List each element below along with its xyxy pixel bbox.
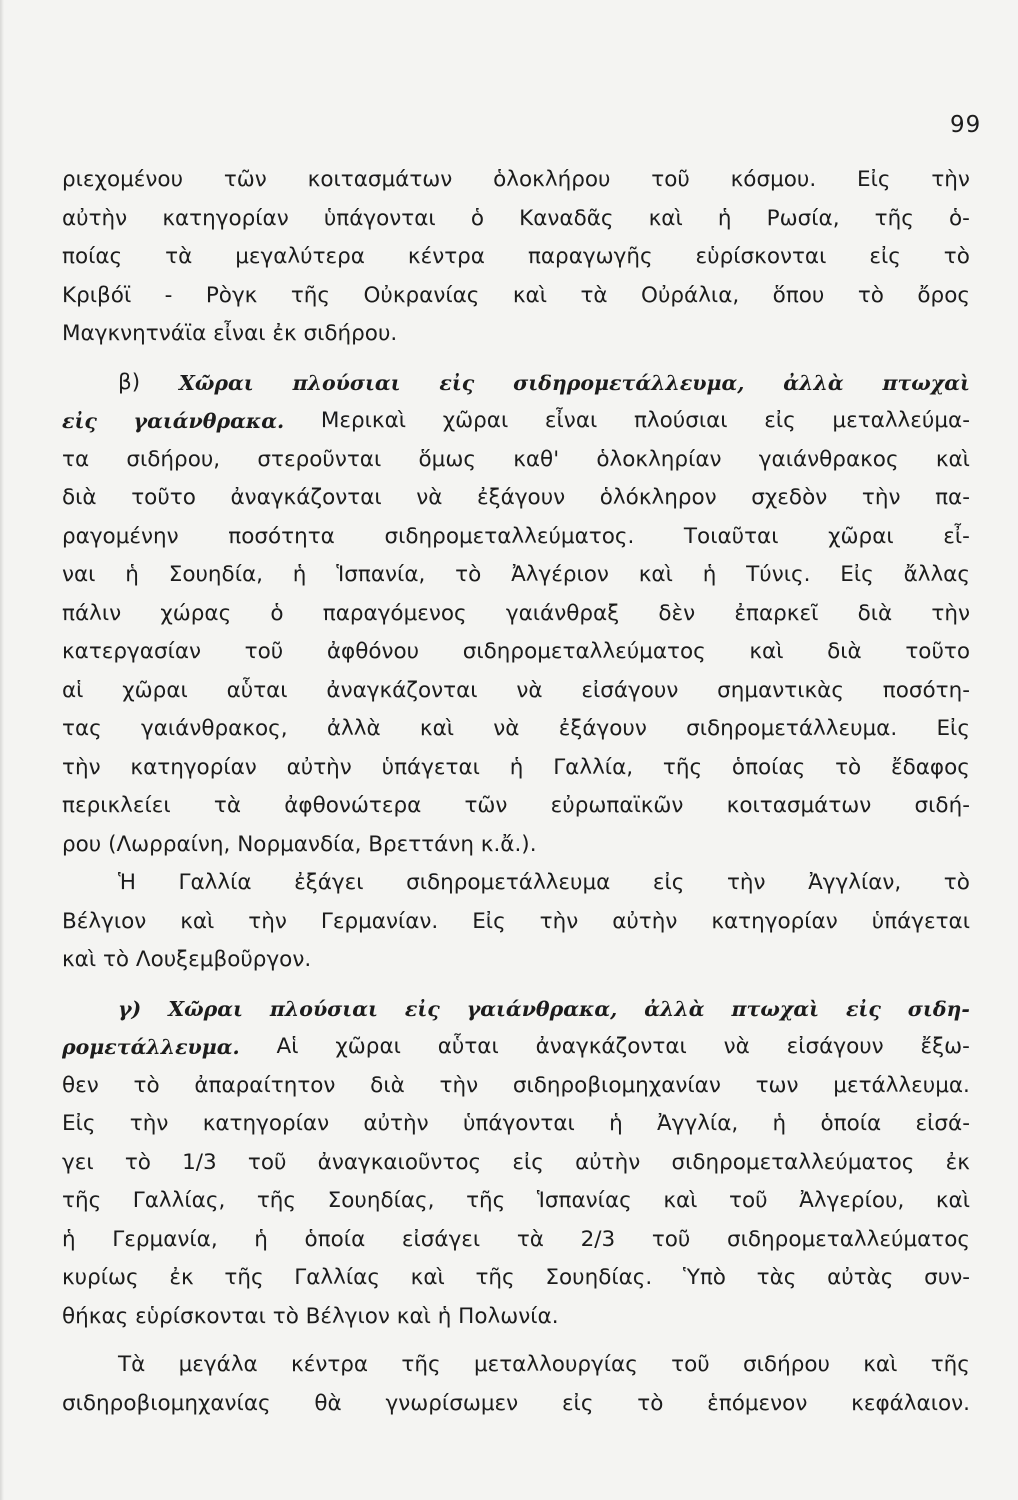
- word: τὸ: [637, 1390, 664, 1416]
- line-text: Μαγκνητνάϊα εἶναι ἐκ σιδήρου.: [62, 321, 398, 346]
- word: τῶν: [223, 167, 267, 192]
- word: πλούσιαι: [633, 408, 728, 433]
- text-line: [62, 595, 970, 634]
- word: εἰς: [764, 408, 796, 433]
- word: πα-: [935, 485, 970, 510]
- word: χῶραι: [122, 677, 188, 703]
- word: τοῦ: [651, 167, 690, 192]
- word: ὁ: [470, 205, 484, 231]
- word: ὁποία: [820, 1111, 882, 1136]
- text-line: [62, 864, 970, 903]
- word: Ἀγγλίαν,: [808, 870, 902, 895]
- word: καὶ: [863, 1352, 898, 1377]
- word: τοῦ: [671, 1352, 710, 1377]
- text-line: [62, 1385, 970, 1424]
- word: πλούσιαι: [292, 370, 401, 395]
- word: τὴν: [248, 908, 287, 934]
- word: Χῶραι: [178, 370, 254, 395]
- page-edge-shadow: [0, 0, 4, 1500]
- word: ἡ: [62, 1226, 76, 1252]
- word: Οὐράλια,: [641, 282, 740, 308]
- word: εἰς: [512, 1149, 544, 1175]
- word: εὐρωπαϊκῶν: [550, 793, 684, 818]
- word: Εἰς: [472, 908, 506, 934]
- word: τοῦ: [729, 1188, 768, 1213]
- word: ἐξάγουν: [477, 485, 566, 510]
- word: αὗται: [437, 1034, 499, 1059]
- word: αὐτὴν: [575, 1149, 641, 1175]
- word: εἰς: [561, 1390, 594, 1416]
- word: ποίας: [62, 244, 123, 269]
- word: στεροῦνται: [257, 446, 382, 472]
- word: ἀφθόνου: [326, 639, 420, 664]
- word: Ἡ: [118, 870, 136, 895]
- word: κατηγορίαν: [162, 205, 289, 231]
- word: τῆς: [224, 1265, 264, 1290]
- word: ἡ: [772, 1111, 787, 1136]
- text-line: [62, 826, 970, 865]
- word: τὸ: [835, 754, 862, 780]
- word: δὲν: [658, 600, 696, 626]
- word: χώρας: [160, 600, 232, 626]
- word: ὁ: [270, 600, 284, 626]
- text-line: [62, 1221, 970, 1260]
- word: -: [164, 282, 173, 308]
- word: ριεχομένου: [62, 167, 184, 192]
- word: ὅμως: [418, 446, 476, 472]
- word: σιδηροβιομηχανίας: [62, 1390, 271, 1416]
- word: μεταλλουργίας: [473, 1352, 638, 1377]
- word: κέντρα: [407, 244, 485, 269]
- word: ἔξω-: [920, 1034, 970, 1059]
- text-line: [62, 200, 970, 239]
- word: τὰ: [165, 244, 193, 269]
- word: εὑρίσκονται: [695, 244, 827, 269]
- word: καὶ: [749, 639, 784, 664]
- word: ἐκ: [169, 1265, 194, 1290]
- word: σιδηρομετάλλευμα.: [686, 716, 898, 741]
- word: τὸ: [124, 1149, 151, 1175]
- word: Οὐκρανίας: [363, 282, 480, 308]
- word: ὑπάγονται: [323, 205, 436, 231]
- word: πτωχαὶ: [731, 996, 820, 1021]
- word: καὶ: [419, 716, 455, 741]
- word: ἐκ: [945, 1149, 970, 1175]
- word: αὐτὴν: [612, 908, 678, 934]
- word: καὶ: [180, 908, 215, 934]
- body-text: [62, 161, 970, 1423]
- word: εἰσάγουν: [786, 1034, 884, 1059]
- word: διὰ: [857, 600, 893, 626]
- word: τὴν: [62, 754, 101, 780]
- word: εἰς: [62, 409, 97, 433]
- word: αὐτὴν: [286, 754, 352, 780]
- word: καὶ: [410, 1265, 445, 1290]
- text-line: [62, 1346, 970, 1385]
- word: κυρίως: [62, 1265, 139, 1290]
- word: καὶ: [638, 562, 673, 587]
- word: μεγαλύτερα: [235, 244, 365, 269]
- word: αὐτὰς: [827, 1265, 894, 1290]
- page-number: 99: [950, 112, 982, 138]
- word: ἐξάγει: [294, 870, 364, 895]
- word: εἶναι: [544, 408, 598, 433]
- word: αὐτὴν: [62, 205, 128, 231]
- word: αὐτὴν: [363, 1111, 429, 1136]
- word: Σουηδίας,: [327, 1188, 435, 1213]
- text-line: [62, 990, 970, 1029]
- word: ραγομένην: [62, 523, 179, 549]
- word: νὰ: [493, 716, 520, 741]
- word: περικλείει: [62, 793, 171, 818]
- word: Εἰς: [936, 716, 970, 741]
- word: χῶραι: [335, 1034, 401, 1059]
- word: Ἱσπανία,: [336, 562, 426, 587]
- text-line: [62, 161, 970, 200]
- word: νὰ: [723, 1034, 750, 1059]
- word: τὴν: [129, 1111, 169, 1136]
- word: ἀλλὰ: [644, 996, 705, 1021]
- word: ναι: [62, 562, 96, 587]
- word: τοῦτο: [131, 485, 196, 510]
- word: εἰσάγει: [401, 1226, 481, 1252]
- word: β): [118, 369, 141, 395]
- word: σιδη-: [907, 996, 970, 1021]
- word: Ἀλγέριον: [511, 562, 609, 587]
- word: Γαλλίας,: [132, 1188, 226, 1213]
- word: Τὰ: [118, 1352, 146, 1377]
- word: σιδηρομεταλλεύματος.: [384, 523, 635, 549]
- word: σιδηρομετάλλευμα,: [513, 370, 745, 395]
- word: θεν: [62, 1072, 99, 1098]
- word: νὰ: [416, 485, 443, 510]
- text-line: [62, 672, 970, 711]
- word: ὅπου: [772, 282, 825, 308]
- word: τὸ: [133, 1072, 160, 1098]
- word: σιδήρου,: [126, 446, 221, 472]
- word: εἰς: [652, 870, 685, 895]
- text-line: [62, 903, 970, 942]
- word: Σουηδίας.: [545, 1265, 653, 1290]
- word: ἡ: [717, 205, 732, 231]
- word: γαιάνθρακος,: [141, 716, 288, 741]
- text-line: [62, 749, 970, 788]
- word: τὰ: [213, 793, 242, 818]
- word: τὸ: [943, 870, 970, 895]
- word: ὁλοκληρίαν: [596, 446, 722, 472]
- word: Εἰς: [857, 167, 891, 192]
- word: ἀπαραίτητον: [194, 1072, 336, 1098]
- word: εἰσά-: [915, 1111, 970, 1136]
- word: εἰς: [404, 996, 440, 1021]
- word: τας: [62, 716, 102, 741]
- word: αὗται: [226, 677, 288, 703]
- word: καὶ: [935, 446, 970, 472]
- word: ὑπάγεται: [381, 754, 480, 780]
- line-text: θήκας εὑρίσκονται τὸ Βέλγιον καὶ ἡ Πολωνία.: [62, 1303, 559, 1329]
- word: τὸ: [943, 244, 970, 269]
- word: Ρὸγκ: [205, 282, 258, 308]
- word: εἰς: [845, 996, 881, 1021]
- word: Τύνις.: [746, 562, 811, 587]
- word: ὁλοκλήρου: [493, 167, 611, 192]
- word: τοῦ: [244, 639, 284, 664]
- word: ποσότητα: [228, 523, 335, 549]
- word: ἡ: [254, 1226, 268, 1252]
- word: γαιάνθρακα,: [466, 996, 618, 1021]
- text-line: [62, 1028, 970, 1067]
- word: καὶ: [648, 205, 683, 231]
- text-line: [62, 518, 970, 557]
- word: γνωρίσωμεν: [385, 1390, 519, 1416]
- word: ποσότη-: [882, 677, 970, 703]
- word: ὁποία: [304, 1226, 366, 1252]
- text-line: [62, 238, 970, 277]
- word: καὶ: [935, 1188, 970, 1213]
- word: τῆς: [930, 1352, 970, 1377]
- word: μεγάλα: [178, 1352, 258, 1377]
- word: τῶν: [464, 793, 508, 818]
- word: εἰς: [869, 244, 901, 269]
- word: ὄρος: [917, 282, 970, 308]
- word: κεφάλαιον.: [851, 1390, 970, 1416]
- word: σιδηρομεταλλεύματος: [671, 1149, 915, 1175]
- word: τὸ: [857, 282, 884, 308]
- word: τὰς: [756, 1265, 797, 1290]
- word: πάλιν: [62, 600, 122, 626]
- word: χῶραι: [828, 523, 894, 549]
- text-line: [62, 441, 970, 480]
- word: κόσμου.: [730, 167, 817, 192]
- word: τῆς: [290, 282, 331, 308]
- text-line: [62, 479, 970, 518]
- word: 2/3: [580, 1226, 616, 1252]
- word: ἡ: [292, 562, 307, 587]
- word: τῆς: [62, 1188, 102, 1213]
- text-line: [62, 402, 970, 441]
- text-line: [62, 277, 970, 316]
- word: διὰ: [370, 1072, 405, 1098]
- text-line: [62, 1298, 970, 1337]
- word: των: [755, 1072, 799, 1098]
- word: τὴν: [539, 908, 579, 934]
- word: πλούσιαι: [269, 996, 378, 1021]
- word: κατεργασίαν: [62, 639, 202, 664]
- word: τῆς: [256, 1188, 297, 1213]
- word: ἡ: [125, 562, 139, 587]
- word: τοῦτο: [905, 639, 970, 664]
- text-line: [62, 556, 970, 595]
- word: μεταλλεύμα-: [832, 408, 970, 433]
- word: σιδήρου: [743, 1352, 830, 1377]
- word: παραγωγῆς: [527, 244, 653, 269]
- text-line: [62, 1259, 970, 1298]
- word: τῆς: [475, 1265, 515, 1290]
- word: τῆς: [874, 205, 914, 231]
- word: ἡ: [609, 1111, 623, 1136]
- word: τὴν: [439, 1072, 479, 1098]
- word: τοῦ: [247, 1149, 287, 1175]
- word: Βέλγιον: [62, 908, 147, 934]
- word: νὰ: [516, 677, 543, 703]
- word: γαιάνθρακα.: [133, 409, 285, 433]
- word: Γαλλία: [178, 870, 252, 895]
- word: ἀλλὰ: [783, 370, 844, 395]
- word: Γερμανίαν.: [320, 908, 439, 934]
- word: κέντρα: [291, 1352, 369, 1377]
- word: 1/3: [182, 1149, 217, 1175]
- word: ὑπάγονται: [462, 1111, 575, 1136]
- word: θὰ: [314, 1390, 342, 1416]
- word: ρομετάλλευμα.: [62, 1035, 240, 1059]
- word: παραγόμενος: [322, 600, 467, 626]
- word: Γαλλίας: [294, 1265, 380, 1290]
- word: σχεδὸν: [751, 485, 828, 510]
- word: σημαντικὰς: [717, 677, 844, 703]
- word: ὁλόκληρον: [599, 485, 717, 510]
- word: ἡ: [702, 562, 717, 587]
- word: σιδηρομεταλλεύματος: [462, 639, 706, 664]
- word: καὶ: [512, 282, 547, 308]
- word: τοῦ: [651, 1226, 691, 1252]
- text-line: [62, 710, 970, 749]
- word: ἄλλας: [903, 562, 970, 587]
- word: ἀφθονώτερα: [284, 793, 422, 818]
- word: Γαλλία,: [553, 754, 634, 780]
- word: ἀναγκάζονται: [535, 1034, 687, 1059]
- word: εἶ-: [943, 523, 970, 549]
- word: καὶ: [663, 1188, 698, 1213]
- word: Τοιαῦται: [683, 523, 779, 549]
- word: Μερικαὶ: [320, 408, 407, 433]
- word: Κριβόϊ: [62, 282, 132, 308]
- line-text: καὶ τὸ Λουξεμβοῦργον.: [62, 947, 312, 972]
- word: Ἀγγλία,: [657, 1111, 739, 1136]
- word: αἱ: [62, 677, 84, 703]
- word: Ἱσπανίας: [536, 1188, 632, 1213]
- word: τῆς: [662, 754, 703, 780]
- word: Χῶραι: [168, 996, 243, 1021]
- word: κοιτασμάτων: [307, 167, 453, 192]
- word: Ρωσία,: [766, 205, 840, 231]
- text-line: [62, 941, 970, 980]
- word: κοιτασμάτων: [726, 793, 872, 818]
- text-line: [62, 633, 970, 672]
- word: Σουηδία,: [168, 562, 263, 587]
- text-line: [62, 1105, 970, 1144]
- word: τὴν: [931, 167, 970, 192]
- word: τὰ: [516, 1226, 544, 1252]
- word: σιδηρομετάλλευμα: [406, 870, 611, 895]
- word: ἐξάγουν: [558, 716, 647, 741]
- line-text: ρου (Λωρραίνη, Νορμανδία, Βρεττάνη κ.ἄ.).: [62, 831, 537, 857]
- word: τὸ: [455, 562, 482, 587]
- word: τὴν: [726, 870, 766, 895]
- word: γαιάνθρακος: [758, 446, 899, 472]
- word: ὁ-: [949, 205, 970, 231]
- word: χῶραι: [442, 408, 509, 433]
- word: Ἀλγερίου,: [799, 1188, 905, 1213]
- word: ἀναγκαιοῦντος: [317, 1149, 482, 1175]
- word: γαιάνθραξ: [505, 600, 620, 626]
- word: Αἱ: [276, 1034, 299, 1059]
- word: Γερμανία,: [112, 1226, 218, 1252]
- word: ἡ: [509, 754, 524, 780]
- word: ἀλλὰ: [326, 716, 381, 741]
- word: πτωχαὶ: [882, 370, 970, 395]
- word: γει: [62, 1149, 94, 1175]
- word: Εἰς: [840, 562, 874, 587]
- word: τῆς: [401, 1352, 441, 1377]
- word: σιδηρομεταλλεύματος: [726, 1226, 970, 1252]
- word: εἰσάγουν: [581, 677, 679, 703]
- word: κατηγορίαν: [202, 1111, 330, 1136]
- word: κατηγορίαν: [130, 754, 257, 780]
- word: Καναδᾶς: [519, 205, 614, 231]
- word: ἔδαφος: [890, 754, 970, 780]
- text-line: [62, 1182, 970, 1221]
- text-line: [62, 364, 970, 403]
- text-line: [62, 1067, 970, 1106]
- word: Ὑπὸ: [682, 1265, 726, 1290]
- word: συν-: [924, 1265, 970, 1290]
- word: μετάλλευμα.: [833, 1072, 970, 1098]
- word: Εἰς: [62, 1111, 96, 1136]
- text-line: [62, 787, 970, 826]
- word: τὴν: [931, 600, 970, 626]
- word: σιδηροβιομηχανίαν: [512, 1072, 721, 1098]
- word: εἰς: [439, 370, 475, 395]
- text-line: [62, 1144, 970, 1183]
- word: γ): [118, 996, 142, 1021]
- word: τὴν: [861, 485, 901, 510]
- word: ἐπαρκεῖ: [734, 600, 819, 626]
- word: ὑπάγεται: [871, 908, 970, 934]
- word: τα: [62, 446, 90, 472]
- word: ὁποίας: [731, 754, 806, 780]
- word: τῆς: [466, 1188, 506, 1213]
- word: κατηγορίαν: [711, 908, 838, 934]
- word: διὰ: [827, 639, 862, 664]
- text-line: [62, 315, 970, 354]
- word: ἀναγκάζονται: [230, 485, 382, 510]
- word: τὰ: [580, 282, 608, 308]
- word: ἑπόμενον: [707, 1390, 808, 1416]
- word: σιδή-: [914, 793, 970, 818]
- word: διὰ: [62, 485, 97, 510]
- word: καθ': [513, 446, 560, 472]
- word: ἀναγκάζονται: [326, 677, 478, 703]
